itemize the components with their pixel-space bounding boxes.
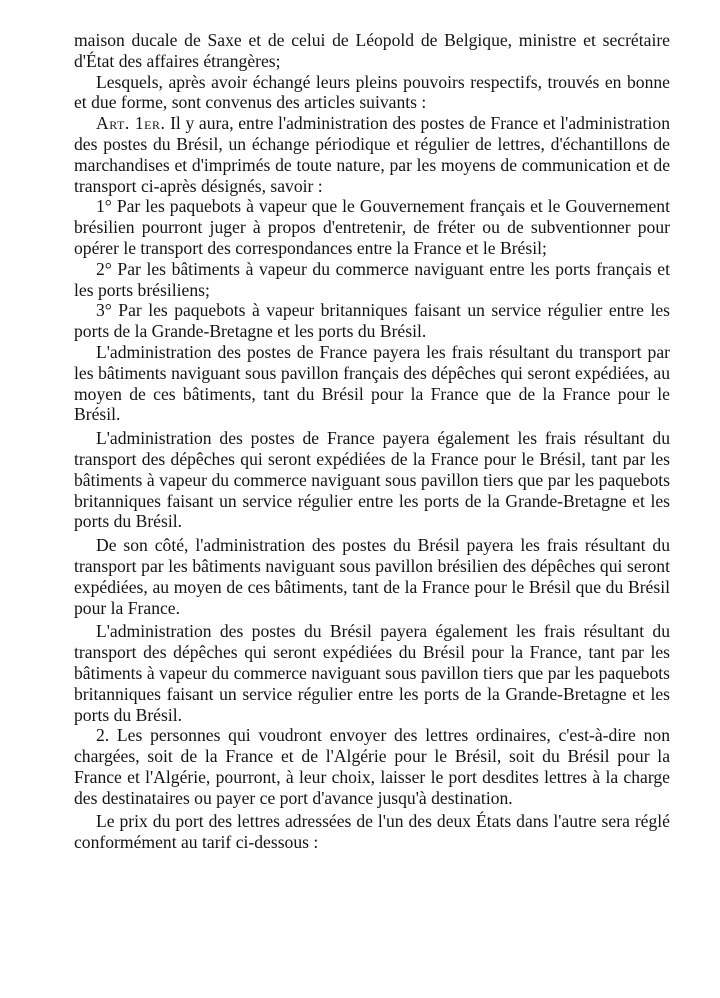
paragraph-article-2: 2. Les personnes qui voudront envoyer des lettres ordinaires, c'est-à-dire non chargées, soit de la France et de l'Algérie pour le Brésil, soit du Brésil pour la France et l'Algérie, pourront, à leur choix, laisser le port desdites lettres à la charge des destinataires ou payer ce port d'avance jusqu'à destination. (74, 725, 670, 808)
paragraph-continuation: maison ducale de Saxe et de celui de Léopold de Belgique, ministre et secrétaire d'État des affaires étrangères; (74, 30, 670, 71)
paragraph-france-payment-extra: L'administration des postes de France payera également les frais résultant du transport des dépêches qui seront expédiées de la France pour le Brésil, tant par les bâtiments à vapeur du commerce naviguant sous pavillon tiers que par les paquebots britanniques faisant un service régulier entre les ports de la Grande-Bretagne et les ports du Brésil. (74, 428, 670, 532)
paragraph-brazil-payment: De son côté, l'administration des postes du Brésil payera les frais résultant du transport par les bâtiments naviguant sous pavillon brésilien des dépêches qui seront expédiées, au moyen de ces bâtiments, tant de la France pour le Brésil que du Brésil pour la France. (74, 535, 670, 618)
paragraph-item-1: 1° Par les paquebots à vapeur que le Gouvernement français et le Gouvernement brésilien pourront juger à propos d'entretenir, de fréter ou de subventionner pour opérer le transport des correspondances entre la France et le Brésil; (74, 196, 670, 258)
article-label: Art. 1er. (96, 113, 166, 134)
paragraph-france-payment: L'administration des postes de France payera les frais résultant du transport par les bâtiments naviguant sous pavillon français des dépêches qui seront expédiées, au moyen de ces bâtiments, tant du Brésil pour la France que de la France pour le Brésil. (74, 341, 670, 425)
paragraph-item-3: 3° Par les paquebots à vapeur britanniques faisant un service régulier entre les ports de la Grande-Bretagne et les ports du Brésil. (74, 300, 670, 342)
paragraph-brazil-payment-extra: L'administration des postes du Brésil payera également les frais résultant du transport des dépêches qui seront expédiées du Brésil pour la France, tant par les bâtiments à vapeur du commerce naviguant sous pavillon tiers que par les paquebots britanniques faisant un service régulier entre les ports de la Grande-Bretagne et les ports du Brésil. (74, 621, 670, 725)
paragraph-article-1 (74, 113, 670, 196)
paragraph-preamble: Lesquels, après avoir échangé leurs pleins pouvoirs respectifs, trouvés en bonne et due forme, sont convenus des articles suivants : (74, 71, 670, 113)
paragraph-item-2: 2° Par les bâtiments à vapeur du commerce naviguant entre les ports français et les ports brésiliens; (74, 258, 670, 300)
paragraph-tariff-intro: Le prix du port des lettres adressées de l'un des deux États dans l'autre sera réglé conformément au tarif ci-dessous : (74, 811, 670, 853)
document-body (74, 30, 670, 853)
article-1-text: Il y aura, entre l'administration des postes de France et l'administration des postes du Brésil, un échange périodique et régulier de lettres, d'échantillons de marchandises et d'imprimés de toute nature, par les moyens de communication et de transport ci-après désignés, savoir : (74, 113, 670, 196)
